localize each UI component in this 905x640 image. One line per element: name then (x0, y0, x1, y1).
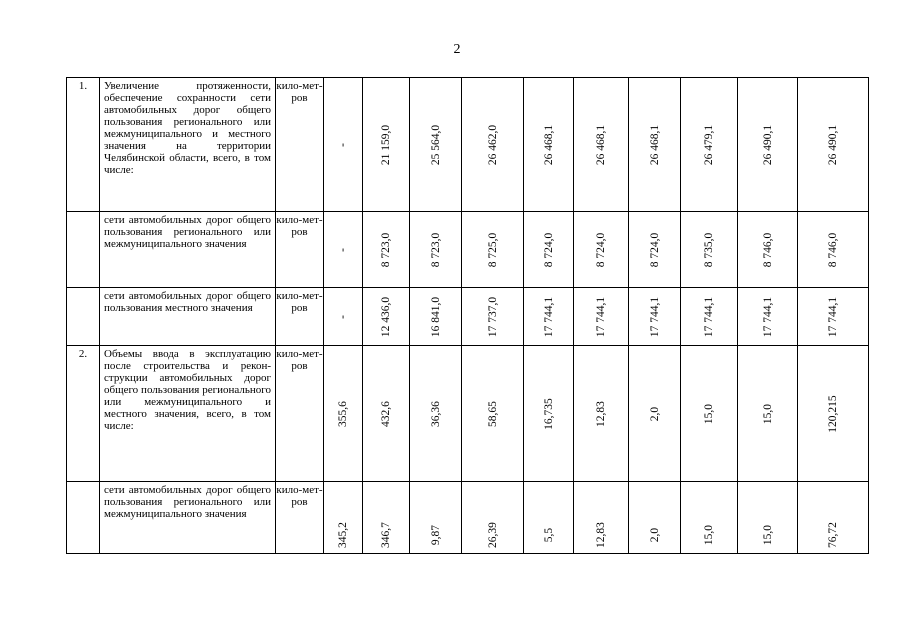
value-cell (681, 212, 738, 288)
value-text: 120,215 (827, 394, 839, 433)
table-row (67, 288, 869, 346)
value-cell (574, 212, 629, 288)
value-cell (410, 288, 462, 346)
value-cell (798, 78, 869, 212)
value-cell (798, 482, 869, 554)
value-text: 8 724,0 (595, 232, 607, 267)
table-body (67, 78, 869, 554)
value-cell (681, 288, 738, 346)
value-cell (363, 288, 410, 346)
value-cell (324, 212, 363, 288)
value-text: 8 725,0 (486, 232, 499, 267)
value-cell (574, 482, 629, 554)
value-cell (410, 482, 462, 554)
value-cell (629, 212, 681, 288)
value-text: 17 737,0 (486, 296, 499, 337)
value-cell (738, 482, 798, 554)
value-text: 8 724,0 (542, 232, 555, 267)
value-text: 26 490,1 (761, 124, 774, 165)
unit-of-measure: кило-мет-ров (276, 212, 324, 288)
value-cell (324, 482, 363, 554)
value-cell (363, 212, 410, 288)
table-row (67, 346, 869, 482)
value-cell (681, 482, 738, 554)
value-text: 355,6 (337, 400, 349, 427)
value-text: 17 744,1 (761, 296, 774, 337)
page-number: 2 (453, 42, 461, 57)
row-number-cell (67, 482, 100, 554)
value-cell (410, 346, 462, 482)
value-text: 15,0 (703, 403, 715, 424)
value-cell (629, 288, 681, 346)
value-cell (798, 346, 869, 482)
indicators-table (66, 77, 869, 554)
value-cell (462, 78, 524, 212)
value-text: - (337, 142, 349, 147)
value-text: 76,72 (827, 521, 839, 548)
value-text: 8 723,0 (429, 232, 442, 267)
indicator-description: Увеличение протяженности, обеспечение сохранности сети автомобильных дорог общего пользования регионального или межмуниципального и местного значения на территории Челябинской области, всего, в том числе: (100, 78, 276, 212)
value-text: 17 744,1 (542, 296, 555, 337)
indicator-description: Объемы ввода в эксплуатацию после строительства и рекон-струкции автомобильных дорог общего пользования регионального или межмуниципального и местного значения, всего, в том числе: (100, 346, 276, 482)
value-cell (629, 78, 681, 212)
row-number (67, 482, 99, 484)
value-cell (798, 288, 869, 346)
unit-of-measure: кило-мет-ров (276, 288, 324, 346)
unit-of-measure: кило-мет-ров (276, 482, 324, 554)
value-text: 17 744,1 (648, 296, 661, 337)
value-text: - (337, 247, 349, 252)
value-text: 345,2 (337, 521, 349, 548)
value-text: 26 468,1 (595, 124, 607, 165)
row-number-cell (67, 288, 100, 346)
indicator-description: сети автомобильных дорог общего пользования регионального или межмуниципального значения (100, 212, 276, 288)
value-cell (574, 78, 629, 212)
value-cell (524, 288, 574, 346)
value-text: 8 746,0 (827, 232, 839, 267)
value-cell (363, 78, 410, 212)
value-text: 346,7 (380, 521, 392, 548)
value-text: 15,0 (761, 524, 774, 545)
value-text: 58,65 (486, 400, 499, 427)
value-text: 12 436,0 (380, 296, 392, 337)
value-cell (574, 288, 629, 346)
value-text: 36,36 (429, 400, 442, 427)
value-cell (629, 346, 681, 482)
value-text: 26,39 (486, 521, 499, 548)
value-cell (462, 346, 524, 482)
value-cell (738, 288, 798, 346)
value-text: 432,6 (380, 400, 392, 427)
value-text: 12,83 (595, 400, 607, 427)
value-cell (629, 482, 681, 554)
value-text: 2,0 (648, 527, 661, 542)
value-cell (324, 288, 363, 346)
row-number (67, 288, 99, 290)
value-cell (462, 288, 524, 346)
value-text: 9,87 (429, 524, 442, 545)
value-cell (574, 346, 629, 482)
value-cell (462, 482, 524, 554)
row-number-cell (67, 212, 100, 288)
value-text: - (337, 314, 349, 319)
value-cell (410, 212, 462, 288)
value-text: 16 841,0 (429, 296, 442, 337)
value-text: 26 490,1 (827, 124, 839, 165)
value-cell (524, 78, 574, 212)
value-text: 26 468,1 (542, 124, 555, 165)
value-cell (524, 212, 574, 288)
value-cell (524, 482, 574, 554)
value-text: 25 564,0 (429, 124, 442, 165)
indicator-description: сети автомобильных дорог общего пользования местного значения (100, 288, 276, 346)
row-number-cell (67, 346, 100, 482)
value-cell (363, 482, 410, 554)
value-cell (324, 346, 363, 482)
value-text: 8 735,0 (703, 232, 715, 267)
value-cell (681, 78, 738, 212)
value-text: 8 723,0 (380, 232, 392, 267)
row-number: 2. (78, 348, 88, 360)
value-cell (524, 346, 574, 482)
value-text: 12,83 (595, 521, 607, 548)
unit-of-measure: кило-мет-ров (276, 78, 324, 212)
value-cell (681, 346, 738, 482)
value-text: 21 159,0 (380, 124, 392, 165)
table-row (67, 212, 869, 288)
value-text: 26 468,1 (648, 124, 661, 165)
value-text: 26 462,0 (486, 124, 499, 165)
unit-of-measure: кило-мет-ров (276, 346, 324, 482)
value-cell (410, 78, 462, 212)
table-row (67, 482, 869, 554)
value-text: 2,0 (648, 406, 661, 421)
indicator-description: сети автомобильных дорог общего пользования регионального или межмуниципального значения (100, 482, 276, 554)
value-text: 15,0 (703, 524, 715, 545)
value-text: 17 744,1 (703, 296, 715, 337)
value-cell (738, 346, 798, 482)
value-text: 15,0 (761, 403, 774, 424)
table-row (67, 78, 869, 212)
value-text: 8 724,0 (648, 232, 661, 267)
value-cell (738, 78, 798, 212)
value-text: 5,5 (542, 527, 555, 542)
value-cell (462, 212, 524, 288)
row-number (67, 212, 99, 214)
value-text: 17 744,1 (827, 296, 839, 337)
value-cell (363, 346, 410, 482)
value-text: 26 479,1 (703, 124, 715, 165)
value-cell (798, 212, 869, 288)
value-text: 8 746,0 (761, 232, 774, 267)
value-cell (738, 212, 798, 288)
value-cell (324, 78, 363, 212)
value-text: 16,735 (542, 397, 555, 430)
value-text: 17 744,1 (595, 296, 607, 337)
row-number-cell (67, 78, 100, 212)
row-number: 1. (78, 80, 88, 92)
